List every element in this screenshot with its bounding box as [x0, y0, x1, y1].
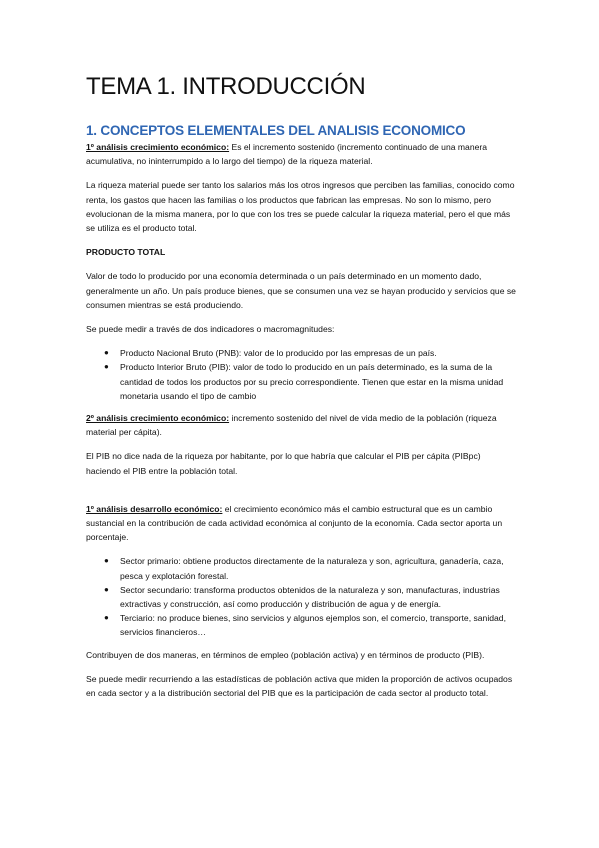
bullet-icon: ● — [104, 613, 109, 623]
text-crecimiento-1: Es el incremento sostenido (incremento continuado de una manera acumulativa, no ininterrumpido a lo largo del tiempo) de la riqueza material. — [86, 142, 488, 167]
document-page — [86, 70, 516, 710]
bullet-icon: ● — [104, 556, 109, 566]
subheading-producto-total: PRODUCTO TOTAL — [86, 247, 166, 258]
text-crecimiento-2: incremento sostenido del nivel de vida medio de la población (riqueza material per cápita). — [86, 413, 497, 438]
list-item — [104, 346, 516, 360]
list-item — [104, 360, 516, 403]
list-item-text: Producto Nacional Bruto (PNB): valor de lo producido por las empresas de un país. — [120, 348, 437, 359]
paragraph-medicion: Se puede medir recurriendo a las estadísticas de población activa que miden la proporción de activos ocupados en cada sector y a la distribución sectorial del PIB que es la participación de cada sector al producto total. — [86, 673, 513, 699]
lead-desarrollo-1: 1º análisis desarrollo económico: — [86, 503, 223, 514]
paragraph-crecimiento-1 — [86, 140, 516, 168]
list-item-text: Producto Interior Bruto (PIB): valor de todo lo producido en un país determinado, es la suma de la cantidad de todos los productos por su precio correspondiente. Tienen que estar en la misma unidad monetaria usando el tipo de cambio — [120, 362, 504, 401]
bullet-icon: ● — [104, 348, 109, 358]
lead-crecimiento-1: 1º análisis crecimiento económico: — [86, 142, 230, 152]
list-sectores — [86, 554, 516, 639]
paragraph-riqueza-material: La riqueza material puede ser tanto los salarios más los otros ingresos que perciben las familias, conocido como renta, los gastos que hacen las familias o los productos que fabrican las empresas. No son lo mismo, pero evolucionan de la misma manera, por lo que con los tres se puede calcular la riqueza material, pero el que más se utiliza es el producto total. — [86, 180, 515, 234]
paragraph-desarrollo-1 — [86, 502, 516, 545]
section-heading: 1. CONCEPTOS ELEMENTALES DEL ANALISIS ECONOMICO — [86, 123, 466, 138]
list-item — [104, 611, 516, 639]
list-item-text: Sector secundario: transforma productos obtenidos de la naturaleza y son, manufacturas, industrias extractivas y construcción, así como producción y distribución de agua y de energía. — [120, 584, 500, 610]
list-indicadores — [86, 346, 516, 403]
paragraph-indicadores: Se puede medir a través de dos indicadores o macromagnitudes: — [86, 324, 335, 335]
paragraph-pib-per-capita: El PIB no dice nada de la riqueza por habitante, por lo que habría que calcular el PIB per cápita (PIBpc) haciendo el PIB entre la población total. — [86, 451, 481, 476]
lead-crecimiento-2: 2º análisis crecimiento económico: — [86, 413, 230, 424]
list-item-text: Sector primario: obtiene productos directamente de la naturaleza y son, agricultura, ganadería, caza, pesca y explotación forestal. — [120, 556, 504, 581]
paragraph-crecimiento-2 — [86, 411, 516, 439]
list-item-text: Terciario: no produce bienes, sino servicios y algunos ejemplos son, el comercio, transporte, sanidad, servicios financieros… — [120, 613, 506, 638]
list-item — [104, 554, 516, 582]
text-desarrollo-1: el crecimiento económico más el cambio estructural que es un cambio sustancial en la contribución de cada actividad económica al conjunto de la economía. Cada sector aporta un porcentaje. — [86, 503, 503, 543]
list-item — [104, 583, 516, 611]
bullet-icon: ● — [104, 362, 109, 372]
page-title: TEMA 1. INTRODUCCIÓN — [86, 73, 366, 100]
spacer — [86, 488, 516, 502]
paragraph-contribuyen: Contribuyen de dos maneras, en términos de empleo (población activa) y en términos de producto (PIB). — [86, 649, 485, 660]
paragraph-producto-total: Valor de todo lo producido por una economía determinada o un país determinado en un momento dado, generalmente un año. Un país produce bienes, que se consumen una vez se hayan producido y servicios que se consumen mientras se está produciendo. — [86, 271, 516, 310]
bullet-icon: ● — [104, 584, 109, 594]
